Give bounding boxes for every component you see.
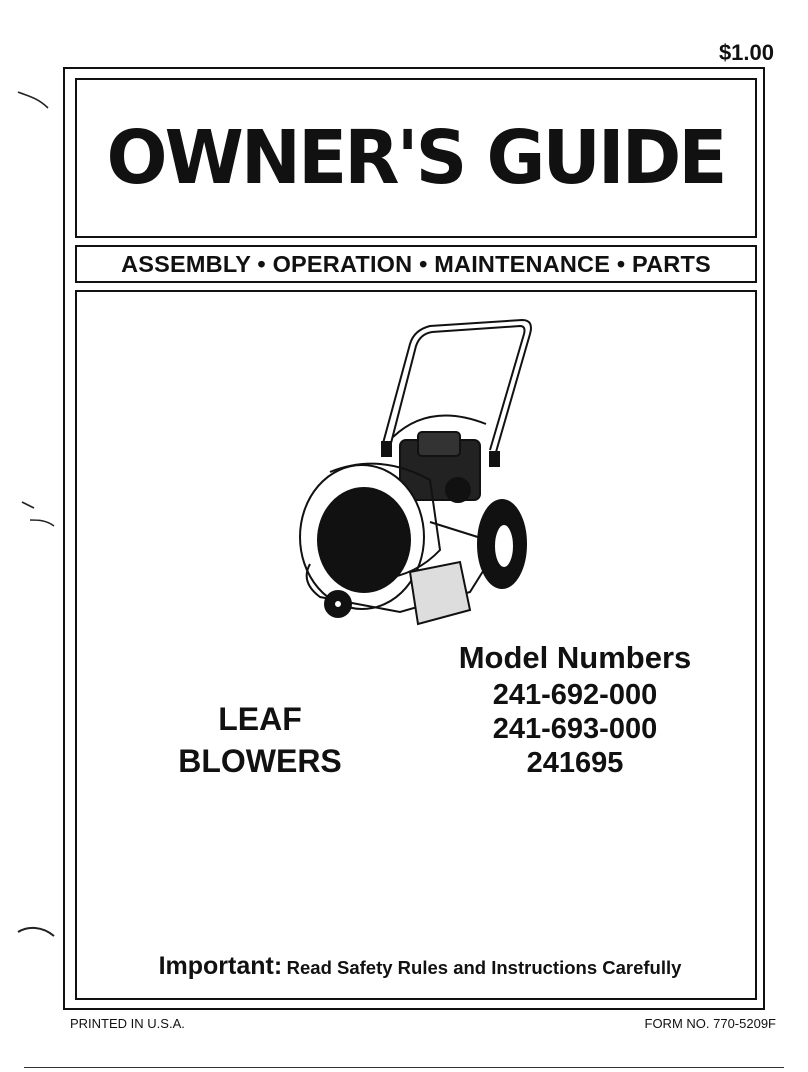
margin-mark-3: [16, 920, 56, 940]
subtitle-box: [75, 245, 757, 283]
subtitle-item-operation: OPERATION: [272, 250, 413, 277]
margin-mark-1: [16, 88, 50, 112]
model-number: 241-692-000: [492, 679, 658, 711]
price-label: $1.00: [718, 40, 774, 65]
model-number: 241695: [526, 747, 624, 779]
page-title: OWNER'S GUIDE: [107, 115, 725, 201]
subtitle-separator: •: [257, 250, 266, 277]
model-number: 241-693-000: [492, 713, 658, 745]
margin-mark-2: [20, 498, 56, 534]
subtitle: [121, 251, 711, 278]
product-name-line1: LEAF: [218, 701, 302, 737]
product-name: [150, 698, 370, 782]
bottom-rule: [24, 1067, 784, 1068]
product-name-line2: BLOWERS: [178, 743, 342, 779]
form-number-label: FORM NO. 770-5209F: [644, 1016, 776, 1031]
important-text: Read Safety Rules and Instructions Carefully: [286, 957, 682, 978]
important-notice: [90, 952, 750, 981]
leaf-blower-illustration: [290, 312, 550, 632]
subtitle-separator: •: [419, 250, 428, 277]
important-lead: Important:: [158, 952, 283, 980]
model-numbers-list: [440, 678, 710, 780]
subtitle-item-assembly: ASSEMBLY: [121, 250, 251, 277]
subtitle-item-maintenance: MAINTENANCE: [434, 250, 611, 277]
model-numbers-heading: Model Numbers: [458, 640, 692, 675]
printed-in-label: PRINTED IN U.S.A.: [70, 1016, 185, 1031]
subtitle-item-parts: PARTS: [632, 250, 711, 277]
subtitle-separator: •: [616, 250, 626, 277]
title-box: [75, 78, 757, 238]
